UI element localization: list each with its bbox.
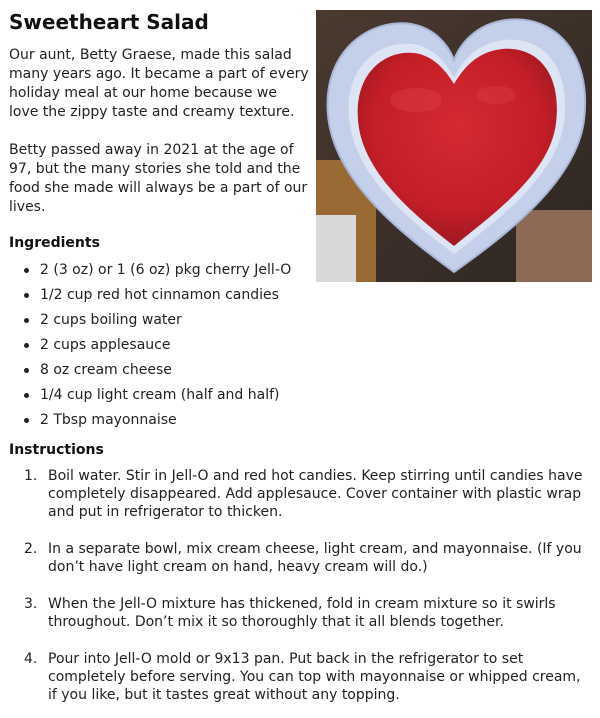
list-item: 2 cups applesauce: [22, 335, 291, 360]
step-number: 3.: [24, 596, 38, 612]
ingredients-list: [22, 260, 291, 435]
step-text: In a separate bowl, mix cream cheese, light cream, and mayonnaise. (If you don’t have light cream on hand, heavy cream will do.): [48, 541, 582, 575]
heart-dish-image: [316, 10, 592, 282]
step-number: 4.: [24, 651, 38, 667]
intro-paragraph-1: Our aunt, Betty Graese, made this salad many years ago. It became a part of every holiday meal at our home because we love the zippy taste and creamy texture.: [9, 47, 309, 120]
instruction-step: [22, 540, 592, 576]
step-number: 2.: [24, 541, 38, 557]
instruction-step: [22, 650, 592, 704]
list-item: 2 (3 oz) or 1 (6 oz) pkg cherry Jell-O: [22, 260, 291, 285]
list-item: 8 oz cream cheese: [22, 360, 291, 385]
recipe-intro: [9, 46, 309, 236]
step-text: When the Jell-O mixture has thickened, fold in cream mixture so it swirls throughout. Don’t mix it so thoroughly that it all blends together.: [48, 596, 556, 630]
list-item: 1/2 cup red hot cinnamon candies: [22, 285, 291, 310]
step-text: Pour into Jell-O mold or 9x13 pan. Put back in the refrigerator to set completely before serving. You can top with mayonnaise or whipped cream, if you like, but it tastes great without any topping.: [48, 651, 581, 703]
step-text: Boil water. Stir in Jell-O and red hot candies. Keep stirring until candies have completely disappeared. Add applesauce. Cover container with plastic wrap and put in refrigerator to thicken.: [48, 468, 583, 520]
intro-paragraph-2: Betty passed away in 2021 at the age of 97, but the many stories she told and the food she made will always be a part of our lives.: [9, 142, 308, 215]
instruction-step: [22, 595, 592, 631]
list-item: 2 cups boiling water: [22, 310, 291, 335]
list-item: 2 Tbsp mayonnaise: [22, 410, 291, 435]
instructions-heading: Instructions: [9, 442, 104, 458]
heart-dish-photo: [316, 10, 592, 282]
list-item: 1/4 cup light cream (half and half): [22, 385, 291, 410]
instructions-list: [22, 467, 592, 718]
recipe-title: Sweetheart Salad: [9, 10, 209, 34]
instruction-step: [22, 467, 592, 521]
step-number: 1.: [24, 468, 38, 484]
ingredients-heading: Ingredients: [9, 235, 100, 251]
